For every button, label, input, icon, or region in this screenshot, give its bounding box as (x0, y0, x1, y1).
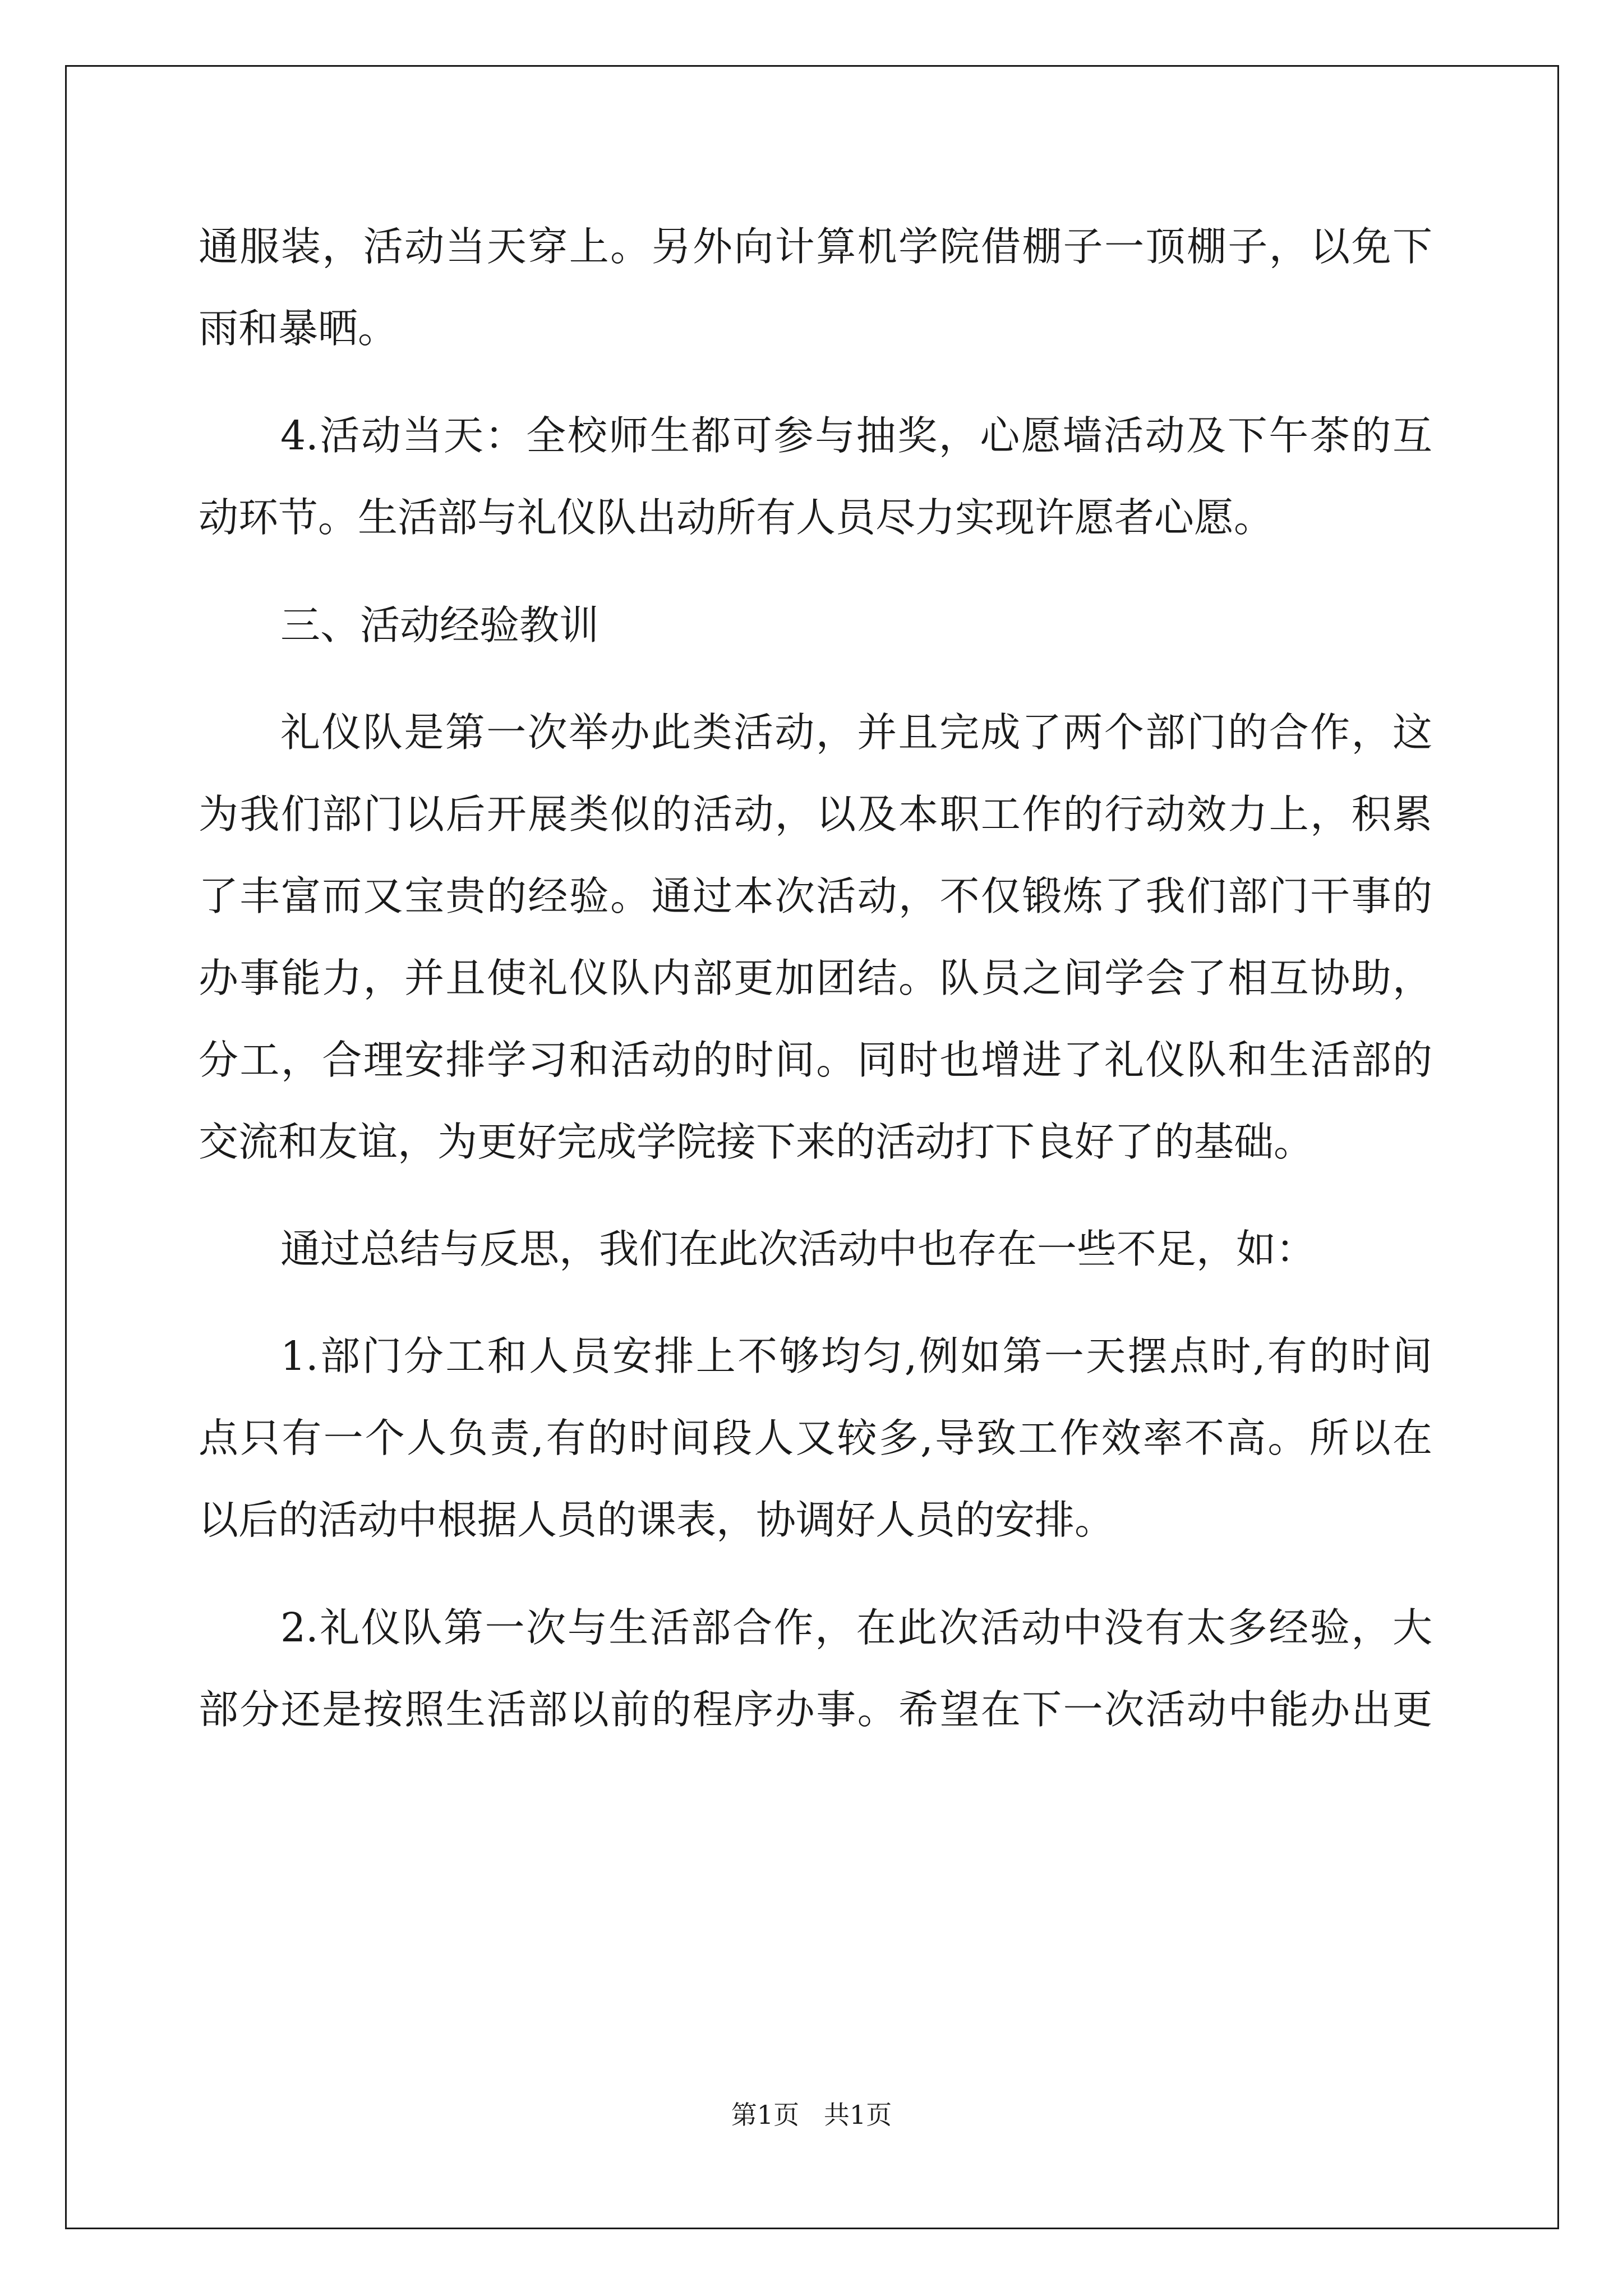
page-footer: 第1页 共1页 (731, 2100, 892, 2130)
text-line: 礼仪队是第一次举办此类活动，并且完成了两个部门的合作，这 (280, 709, 1432, 756)
text-line: 了丰富而又宝贵的经验。通过本次活动，不仅锻炼了我们部门干事的 (199, 873, 1432, 919)
text-line: 部分还是按照生活部以前的程序办事。希望在下一次活动中能办出更 (199, 1686, 1432, 1733)
text-line: 通服装，活动当天穿上。另外向计算机学院借棚子一顶棚子，以免下 (199, 223, 1432, 270)
text-line: 4.活动当天：全校师生都可参与抽奖，心愿墙活动及下午茶的互 (280, 412, 1432, 459)
text-line: 办事能力，并且使礼仪队内部更加团结。队员之间学会了相互协助， (199, 955, 1432, 1001)
text-line: 点只有一个人负责,有的时间段人又较多,导致工作效率不高。所以在 (199, 1415, 1432, 1461)
section-heading: 三、活动经验教训 (280, 602, 600, 648)
text-line: 分工，合理安排学习和活动的时间。同时也增进了礼仪队和生活部的 (199, 1037, 1432, 1083)
text-line: 雨和暴晒。 (199, 305, 398, 352)
text-line: 为我们部门以后开展类似的活动，以及本职工作的行动效力上，积累 (199, 791, 1432, 838)
text-line: 通过总结与反思，我们在此次活动中也存在一些不足，如： (280, 1226, 1316, 1272)
text-line: 交流和友谊，为更好完成学院接下来的活动打下良好了的基础。 (199, 1119, 1314, 1165)
text-line: 动环节。生活部与礼仪队出动所有人员尽力实现许愿者心愿。 (199, 494, 1274, 541)
text-line: 2.礼仪队第一次与生活部合作，在此次活动中没有太多经验，大 (280, 1604, 1432, 1651)
text-line: 以后的活动中根据人员的课表，协调好人员的安排。 (199, 1497, 1115, 1543)
text-line: 1.部门分工和人员安排上不够均匀,例如第一天摆点时,有的时间 (280, 1333, 1432, 1379)
